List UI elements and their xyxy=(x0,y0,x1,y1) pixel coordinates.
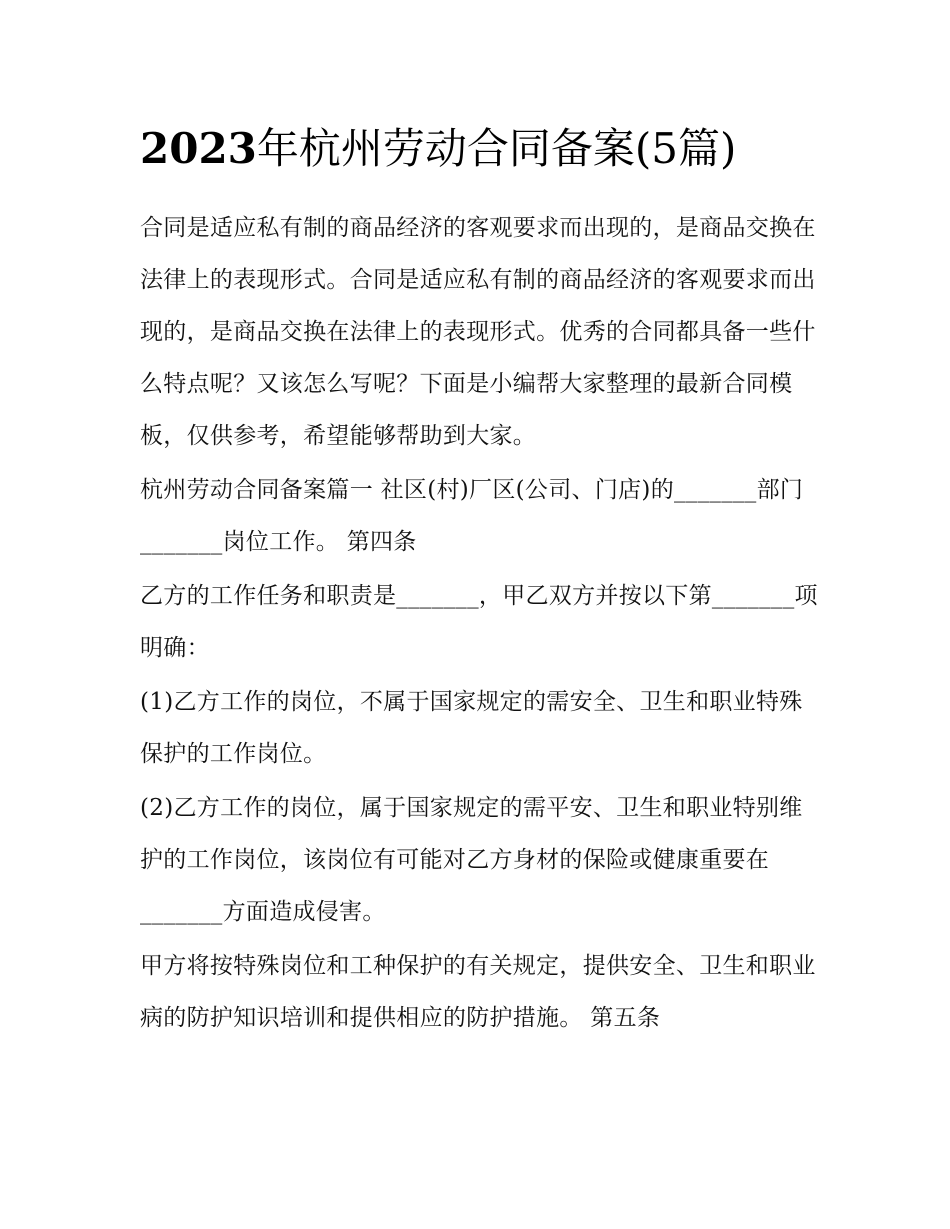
section-paragraph-1: 杭州劳动合同备案篇一 社区(村)厂区(公司、门店)的_______部门_______岗位工作。 第四条 xyxy=(140,477,804,555)
document-body xyxy=(140,202,820,1044)
section-paragraph-2: 乙方的工作任务和职责是_______，甲乙双方并按以下第_______项明确： xyxy=(140,583,818,661)
intro-paragraph: 合同是适应私有制的商品经济的客观要求而出现的，是商品交换在法律上的表现形式。合同是适应私有制的商品经济的客观要求而出现的，是商品交换在法律上的表现形式。优秀的合同都具备一些什么特点呢？又该怎么写呢？下面是小编帮大家整理的最新合同模板，仅供参考，希望能够帮助到大家。 xyxy=(140,215,816,449)
section-paragraph-4: (2)乙方工作的岗位，属于国家规定的需平安、卫生和职业特别维护的工作岗位，该岗位有可能对乙方身材的保险或健康重要在_______方面造成侵害。 xyxy=(140,795,803,925)
section-paragraph-5: 甲方将按特殊岗位和工种保护的有关规定，提供安全、卫生和职业病的防护知识培训和提供相应的防护措施。 第五条 xyxy=(140,953,816,1031)
section-paragraph-3: (1)乙方工作的岗位，不属于国家规定的需安全、卫生和职业特殊保护的工作岗位。 xyxy=(140,689,803,767)
document-title xyxy=(140,118,820,180)
document-title-year: 2023 xyxy=(140,124,257,173)
document-title-text: 年杭州劳动合同备案(5篇) xyxy=(256,124,737,173)
document-page xyxy=(140,118,820,1044)
